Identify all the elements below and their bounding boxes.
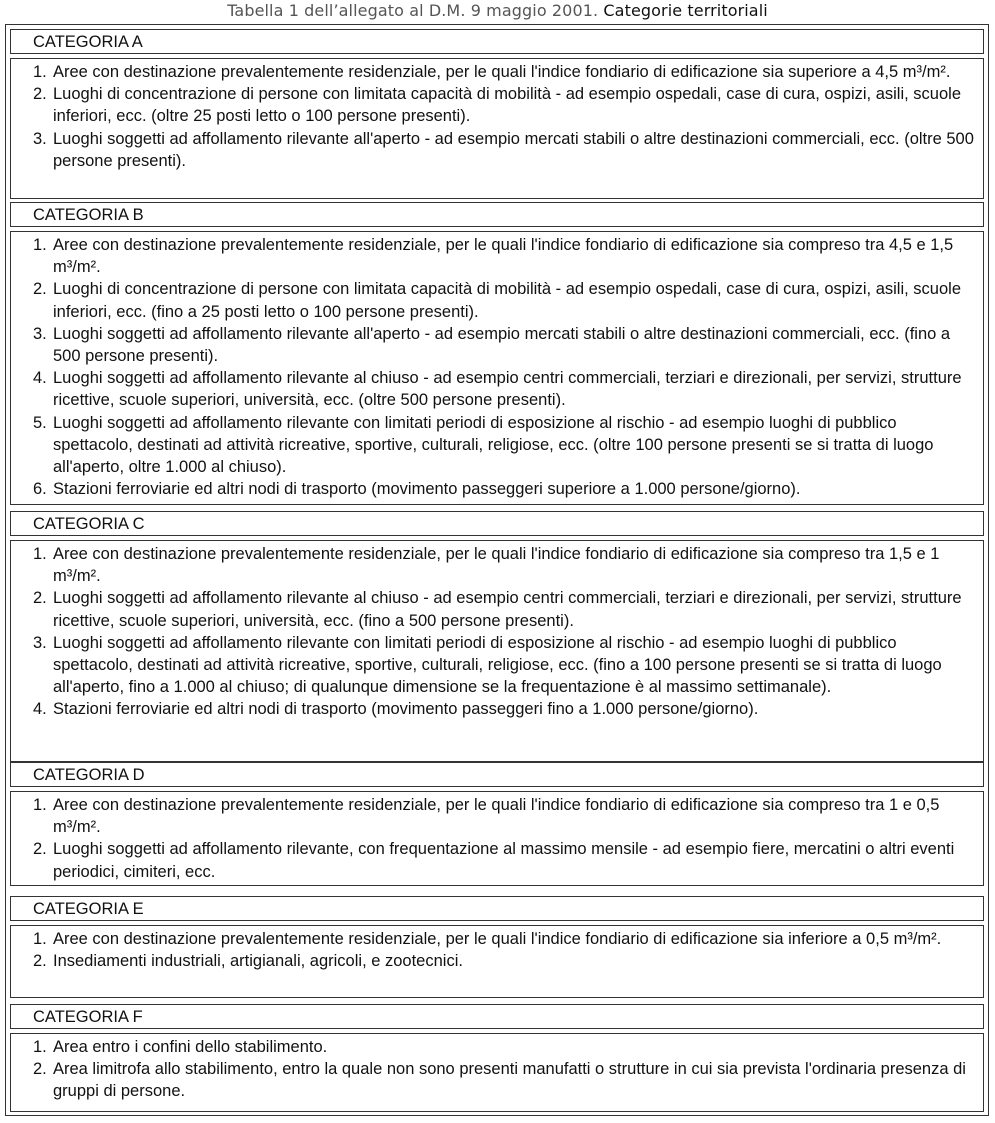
item-number: 2. [33,1060,47,1079]
item-number: 5. [33,413,47,432]
item-text: Insediamenti industriali, artigianali, agricoli, e zootecnici. [53,952,463,971]
item-text: Luoghi soggetti ad affollamento rilevante al chiuso - ad esempio centri commerciali, terziari e direzionali, per servizi, strutture ricettive, scuole superiori, università, ecc. (oltre 500 persone presenti). [53,369,962,410]
list-item [33,128,977,172]
item-text: Luoghi soggetti ad affollamento rilevante all'aperto - ad esempio mercati stabili o altre destinazioni commerciali, ecc. (oltre 500 persone presenti). [53,129,974,170]
category-c-header: CATEGORIA C [10,511,984,536]
item-number: 1. [33,63,47,81]
list-item [33,83,977,127]
item-text: Luoghi di concentrazione di persone con limitata capacità di mobilità - ad esempio ospedali, case di cura, ospizi, asili, scuole inferiori, ecc. (fino a 25 posti letto o 100 persone presenti). [53,280,961,321]
item-number: 2. [33,280,47,299]
list-item [33,794,977,838]
category-b-items [10,231,984,505]
item-number: 3. [33,129,47,148]
list-item [33,543,977,587]
list-item [33,632,977,699]
category-f-items [10,1033,984,1112]
item-text: Luoghi soggetti ad affollamento rilevante all'aperto - ad esempio mercati stabili o altre destinazioni commerciali, ecc. (fino a 500 persone presenti). [53,324,951,366]
item-number: 2. [33,85,47,104]
item-number: 1. [33,796,47,814]
list-item [33,61,977,83]
item-number: 4. [33,700,47,719]
item-text: Stazioni ferroviarie ed altri nodi di trasporto (movimento passeggeri superiore a 1.000 persone/giorno). [53,480,801,499]
item-number: 2. [33,952,47,971]
list-item [33,367,977,411]
item-text: Aree con destinazione prevalentemente residenziale, per le quali l'indice fondiario di edificazione sia compreso tra 1 e 0,5 m³/m². [53,796,940,837]
list-item [33,478,977,500]
item-number: 2. [33,840,47,859]
caption-title: Categorie territoriali [603,1,768,20]
category-a-items [10,58,984,199]
item-text: Aree con destinazione prevalentemente residenziale, per le quali l'indice fondiario di edificazione sia inferiore a 0,5 m³/m². [53,930,942,948]
item-text: Area entro i confini dello stabilimento. [53,1038,328,1056]
list-item [33,587,977,631]
item-text: Luoghi soggetti ad affollamento rilevante con limitati periodi di esposizione al rischio - ad esempio luoghi di pubblico spettacolo, destinati ad attività ricreative, sportive, culturali, religiose, ecc. (oltre 100 persone presenti se si tratta di luogo all'aperto, oltre 1.000 al chiuso). [53,413,934,477]
item-text: Luoghi soggetti ad affollamento rilevante, con frequentazione al massimo mensile - ad esempio fiere, mercatini o altri eventi periodici, cimiteri, ecc. [53,840,955,881]
item-number: 1. [33,930,47,948]
item-number: 1. [33,236,47,254]
categories-table [5,24,989,1116]
item-text: Aree con destinazione prevalentemente residenziale, per le quali l'indice fondiario di edificazione sia compreso tra 4,5 e 1,5 m³/m². [53,236,954,277]
list-item [33,928,977,950]
item-number: 6. [33,480,47,499]
list-item [33,323,977,367]
category-f-header: CATEGORIA F [10,1004,984,1029]
category-c-items [10,540,984,762]
item-number: 3. [33,633,47,652]
item-number: 2. [33,589,47,608]
list-item [33,838,977,882]
list-item [33,698,977,720]
list-item [33,234,977,278]
item-number: 1. [33,545,47,563]
list-item [33,278,977,322]
category-a-header: CATEGORIA A [10,29,984,54]
caption-prefix: Tabella 1 dell’allegato al D.M. 9 maggio 2001. [227,1,604,20]
list-item [33,1036,977,1058]
list-item [33,1058,977,1102]
item-text: Stazioni ferroviarie ed altri nodi di trasporto (movimento passeggeri fino a 1.000 persone/giorno). [53,700,759,719]
category-e-header: CATEGORIA E [10,896,984,921]
category-d-items [10,791,984,886]
list-item [33,412,977,479]
item-number: 4. [33,369,47,388]
item-text: Aree con destinazione prevalentemente residenziale, per le quali l'indice fondiario di edificazione sia compreso tra 1,5 e 1 m³/m². [53,545,940,586]
list-item [33,950,977,972]
category-d-header: CATEGORIA D [10,762,984,787]
item-number: 3. [33,324,47,343]
category-b-header: CATEGORIA B [10,202,984,227]
item-text: Area limitrofa allo stabilimento, entro la quale non sono presenti manufatti o strutture in cui sia prevista l'ordinaria presenza di gruppi di persone. [53,1060,966,1101]
item-text: Luoghi soggetti ad affollamento rilevante al chiuso - ad esempio centri commerciali, terziari e direzionali, per servizi, strutture ricettive, scuole superiori, università, ecc. (fino a 500 persone presenti). [53,589,962,630]
category-e-items [10,925,984,998]
table-caption [0,0,995,22]
item-text: Luoghi soggetti ad affollamento rilevante con limitati periodi di esposizione al rischio - ad esempio luoghi di pubblico spettacolo, destinati ad attività ricreative, sportive, culturali, religiose, ecc. (fino a 100 persone presenti se si tratta di luogo all'aperto, fino a 1.000 al chiuso; di qualunque dimensione se la frequentazione è al massimo settimanale). [53,633,942,697]
item-text: Aree con destinazione prevalentemente residenziale, per le quali l'indice fondiario di edificazione sia superiore a 4,5 m³/m². [53,63,951,81]
item-text: Luoghi di concentrazione di persone con limitata capacità di mobilità - ad esempio ospedali, case di cura, ospizi, asili, scuole inferiori, ecc. (oltre 25 posti letto o 100 persone presenti). [53,85,961,126]
item-number: 1. [33,1038,47,1056]
